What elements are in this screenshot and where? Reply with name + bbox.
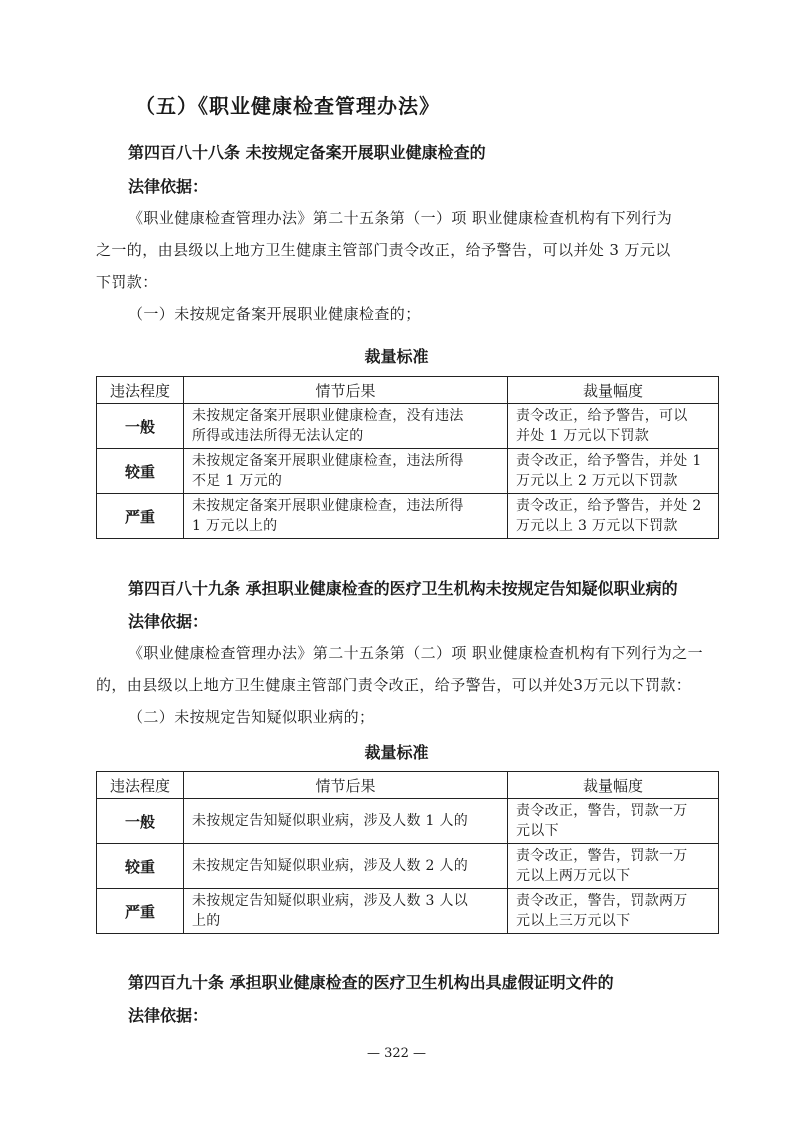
circumstance-line: 所得或违法所得无法认定的 bbox=[192, 428, 364, 444]
circumstance-line: 未按规定告知疑似职业病，涉及人数 3 人以 bbox=[192, 893, 469, 909]
article-489-basis-line1: 《职业健康检查管理办法》第二十五条第（二）项 职业健康检查机构有下列行为之一 bbox=[128, 644, 703, 662]
penalty-line: 责令改正，警告，罚款一万 bbox=[516, 848, 688, 864]
article-489-legal-basis-label: 法律依据： bbox=[128, 612, 209, 631]
circumstance-line: 不足 1 万元的 bbox=[192, 473, 283, 489]
article-488-basis-line1: 《职业健康检查管理办法》第二十五条第（一）项 职业健康检查机构有下列行为 bbox=[128, 209, 673, 227]
level-cell: 严重 bbox=[97, 889, 184, 934]
penalty-line: 并处 1 万元以下罚款 bbox=[516, 428, 650, 444]
penalty-line: 万元以上 2 万元以下罚款 bbox=[516, 473, 678, 489]
col-circumstance-header: 情节后果 bbox=[184, 377, 508, 404]
level-cell: 一般 bbox=[97, 799, 184, 844]
article-488-basis-line2: 之一的，由县级以上地方卫生健康主管部门责令改正，给予警告，可以并处 3 万元以 bbox=[96, 241, 671, 259]
penalty-cell bbox=[508, 494, 719, 539]
article-489-item: （二）未按规定告知疑似职业病的； bbox=[128, 708, 375, 726]
table-row bbox=[97, 494, 719, 539]
penalty-line: 责令改正，警告，罚款一万 bbox=[516, 803, 688, 819]
penalty-cell bbox=[508, 844, 719, 889]
table-row bbox=[97, 844, 719, 889]
circumstance-cell bbox=[184, 844, 508, 889]
level-cell: 较重 bbox=[97, 844, 184, 889]
circumstance-line: 未按规定告知疑似职业病，涉及人数 1 人的 bbox=[192, 813, 469, 829]
section-title: （五）《职业健康检查管理办法》 bbox=[135, 94, 440, 118]
penalty-line: 责令改正，给予警告，可以 bbox=[516, 408, 688, 424]
col-level-header: 违法程度 bbox=[97, 772, 184, 799]
level-cell: 严重 bbox=[97, 494, 184, 539]
table-row bbox=[97, 799, 719, 844]
table-row bbox=[97, 889, 719, 934]
table-header-row bbox=[97, 772, 719, 799]
table-row bbox=[97, 404, 719, 449]
article-489-discretion-table bbox=[96, 771, 719, 934]
circumstance-line: 未按规定告知疑似职业病，涉及人数 2 人的 bbox=[192, 858, 469, 874]
article-488-table-caption: 裁量标准 bbox=[364, 347, 429, 366]
circumstance-line: 上的 bbox=[192, 913, 221, 929]
circumstance-cell bbox=[184, 404, 508, 449]
col-penalty-header: 裁量幅度 bbox=[508, 377, 719, 404]
article-489-title: 第四百八十九条 承担职业健康检查的医疗卫生机构未按规定告知疑似职业病的 bbox=[128, 579, 678, 598]
article-488-legal-basis-label: 法律依据： bbox=[128, 177, 209, 196]
circumstance-cell bbox=[184, 889, 508, 934]
article-488-title: 第四百八十八条 未按规定备案开展职业健康检查的 bbox=[128, 143, 486, 162]
col-penalty-header: 裁量幅度 bbox=[508, 772, 719, 799]
col-level-header: 违法程度 bbox=[97, 377, 184, 404]
page-number: — 322 — bbox=[366, 1046, 427, 1061]
circumstance-cell bbox=[184, 494, 508, 539]
circumstance-cell bbox=[184, 449, 508, 494]
table-header-row bbox=[97, 377, 719, 404]
penalty-line: 万元以上 3 万元以下罚款 bbox=[516, 518, 678, 534]
table-row bbox=[97, 449, 719, 494]
penalty-cell bbox=[508, 449, 719, 494]
level-cell: 一般 bbox=[97, 404, 184, 449]
circumstance-line: 未按规定备案开展职业健康检查，违法所得 bbox=[192, 453, 464, 469]
penalty-line: 责令改正，警告，罚款两万 bbox=[516, 893, 688, 909]
penalty-line: 元以上三万元以下 bbox=[516, 913, 631, 929]
level-cell: 较重 bbox=[97, 449, 184, 494]
article-488-item: （一）未按规定备案开展职业健康检查的； bbox=[128, 305, 421, 323]
circumstance-line: 未按规定备案开展职业健康检查，没有违法 bbox=[192, 408, 464, 424]
penalty-line: 责令改正，给予警告，并处 1 bbox=[516, 453, 702, 469]
article-490-legal-basis-label: 法律依据： bbox=[128, 1006, 209, 1025]
circumstance-cell bbox=[184, 799, 508, 844]
penalty-cell bbox=[508, 404, 719, 449]
circumstance-line: 1 万元以上的 bbox=[192, 518, 278, 534]
article-489-table-caption: 裁量标准 bbox=[364, 743, 429, 762]
penalty-line: 元以上两万元以下 bbox=[516, 868, 631, 884]
penalty-line: 元以下 bbox=[516, 823, 559, 839]
col-circumstance-header: 情节后果 bbox=[184, 772, 508, 799]
article-490-title: 第四百九十条 承担职业健康检查的医疗卫生机构出具虚假证明文件的 bbox=[128, 973, 614, 992]
article-489-basis-line2: 的，由县级以上地方卫生健康主管部门责令改正，给予警告，可以并处3万元以下罚款： bbox=[96, 676, 692, 694]
penalty-cell bbox=[508, 799, 719, 844]
article-488-basis-line3: 下罚款： bbox=[96, 273, 158, 291]
penalty-line: 责令改正，给予警告，并处 2 bbox=[516, 498, 702, 514]
circumstance-line: 未按规定备案开展职业健康检查，违法所得 bbox=[192, 498, 464, 514]
article-488-discretion-table bbox=[96, 376, 719, 539]
penalty-cell bbox=[508, 889, 719, 934]
